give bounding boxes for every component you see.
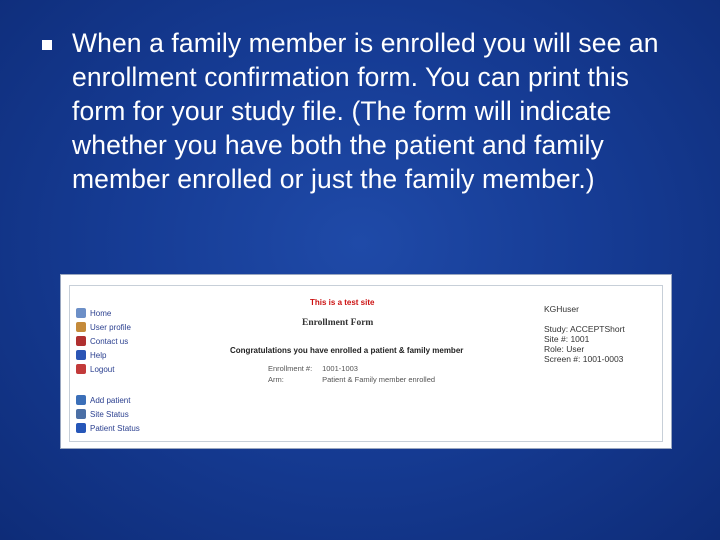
form-title: Enrollment Form	[302, 318, 374, 328]
nav-label-user-profile: User profile	[90, 322, 131, 332]
nav-label-help: Help	[90, 350, 107, 360]
site-status-icon	[76, 409, 86, 419]
contact-icon	[76, 336, 86, 346]
bullet-marker	[42, 40, 52, 50]
site-line: Site #: 1001	[544, 334, 590, 344]
nav-item-user-profile[interactable]	[76, 320, 166, 334]
enrollment-value: 1001-1003	[322, 364, 358, 373]
screen-line: Screen #: 1001-0003	[544, 354, 624, 364]
nav-label-contact-us: Contact us	[90, 336, 129, 346]
role-line: Role: User	[544, 344, 585, 354]
user-info	[544, 304, 625, 364]
arm-value: Patient & Family member enrolled	[322, 375, 436, 384]
nav-label-logout: Logout	[90, 364, 115, 374]
nav-label-add-patient: Add patient	[90, 395, 131, 405]
nav-item-patient-status[interactable]	[76, 421, 166, 435]
nav-item-home[interactable]	[76, 306, 166, 320]
help-icon	[76, 350, 86, 360]
nav-label-site-status: Site Status	[90, 409, 129, 419]
info-icon	[76, 423, 86, 433]
nav-item-contact-us[interactable]	[76, 334, 166, 348]
user-icon	[76, 322, 86, 332]
enrollment-row	[268, 364, 358, 373]
bullet-block	[40, 26, 680, 196]
enrollment-screenshot	[60, 274, 672, 449]
logout-icon	[76, 364, 86, 374]
test-site-label: This is a test site	[310, 298, 375, 307]
congrats-message: Congratulations you have enrolled a patient & family member	[230, 346, 464, 355]
arm-label: Arm:	[268, 375, 284, 384]
study-line: Study: ACCEPTShort	[544, 324, 625, 334]
home-icon	[76, 308, 86, 318]
bullet-text: When a family member is enrolled you will see an enrollment confirmation form. You can print this form for your study file. (The form will indicate whether you have both the patient and family member enrolled or just the family member.)	[72, 28, 659, 194]
screenshot-frame	[69, 285, 663, 442]
side-nav	[76, 306, 166, 435]
username: KGHuser	[544, 304, 579, 314]
nav-item-logout[interactable]	[76, 362, 166, 376]
nav-label-patient-status: Patient Status	[90, 423, 140, 433]
add-patient-icon	[76, 395, 86, 405]
nav-item-add-patient[interactable]	[76, 393, 166, 407]
enrollment-label: Enrollment #:	[268, 364, 313, 373]
nav-label-home: Home	[90, 308, 112, 318]
nav-item-site-status[interactable]	[76, 407, 166, 421]
nav-item-help[interactable]	[76, 348, 166, 362]
arm-row	[268, 375, 435, 384]
